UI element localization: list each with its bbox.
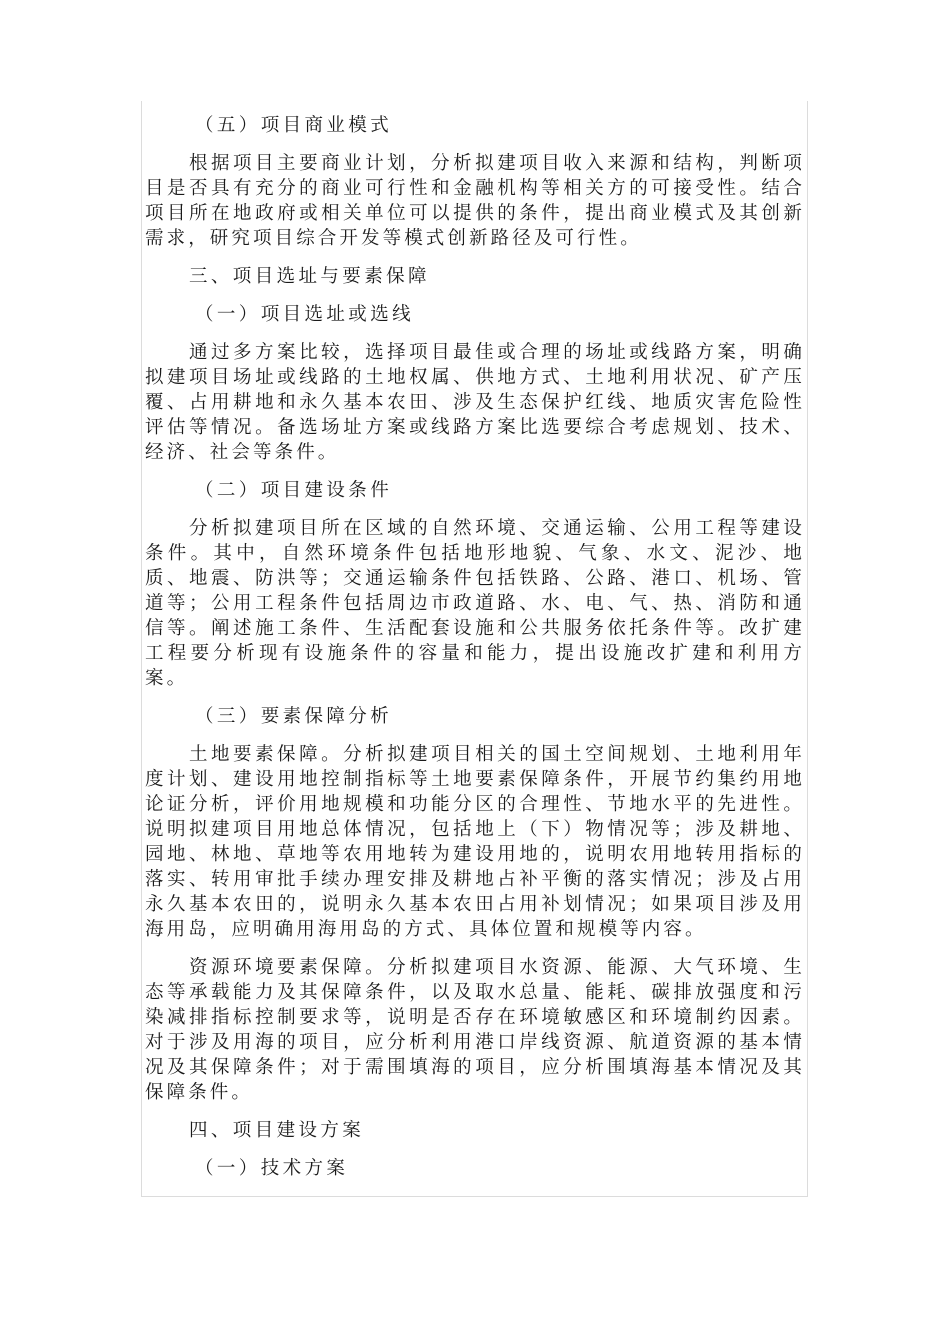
para-land-factor: 土地要素保障。分析拟建项目相关的国土空间规划、土地利用年度计划、建设用地控制指标等土地要素保障条件，开展节约集约用地论证分析，评价用地规模和功能分区的合理性、节地水平的先进性。说明拟建项目用地总体情况，包括地上（下）物情况等；涉及耕地、园地、林地、草地等农用地转为建设用地的，说明农用地转用指标的落实、转用审批手续办理安排及耕地占补平衡的落实情况；涉及占用永久基本农田的，说明永久基本农田占用补划情况；如果项目涉及用海用岛，应明确用海用岛的方式、具体位置和规模等内容。 [145,744,805,940]
para-business-model: 根据项目主要商业计划，分析拟建项目收入来源和结构，判断项目是否具有充分的商业可行性和金融机构等相关方的可接受性。结合项目所在地政府或相关单位可以提供的条件，提出商业模式及其创新需求，研究项目综合开发等模式创新路径及可行性。 [145,153,805,249]
heading-technical-plan: （一）技术方案 [195,1158,349,1179]
para-resource-environment-factor: 资源环境要素保障。分析拟建项目水资源、能源、大气环境、生态等承载能力及其保障条件，以及取水总量、能耗、碳排放强度和污染减排指标控制要求等，说明是否存在环境敏感区和环境制约因素。对于涉及用海的项目，应分析利用港口岸线资源、航道资源的基本情况及其保障条件；对于需围填海的项目，应分析围填海基本情况及其保障条件。 [145,957,805,1103]
para-site-or-route: 通过多方案比较，选择项目最佳或合理的场址或线路方案，明确拟建项目场址或线路的土地权属、供地方式、土地利用状况、矿产压覆、占用耕地和永久基本农田、涉及生态保护红线、地质灾害危险性评估等情况。备选场址方案或线路方案比选要综合考虑规划、技术、经济、社会等条件。 [145,342,805,463]
heading-factor-guarantee: （三）要素保障分析 [195,706,393,727]
heading-construction-plan-section: 四、项目建设方案 [189,1120,365,1141]
para-construction-conditions: 分析拟建项目所在区域的自然环境、交通运输、公用工程等建设条件。其中，自然环境条件包括地形地貌、气象、水文、泥沙、地质、地震、防洪等；交通运输条件包括铁路、公路、港口、机场、管道等；公用工程条件包括周边市政道路、水、电、气、热、消防和通信等。阐述施工条件、生活配套设施和公共服务依托条件等。改扩建工程要分析现有设施条件的容量和能力，提出设施改扩建和利用方案。 [145,518,805,689]
heading-site-or-route: （一）项目选址或选线 [195,304,415,325]
heading-business-model: （五）项目商业模式 [195,115,393,136]
heading-construction-conditions: （二）项目建设条件 [195,480,393,501]
document-body [145,113,805,1194]
heading-site-selection-section: 三、项目选址与要素保障 [189,266,430,287]
